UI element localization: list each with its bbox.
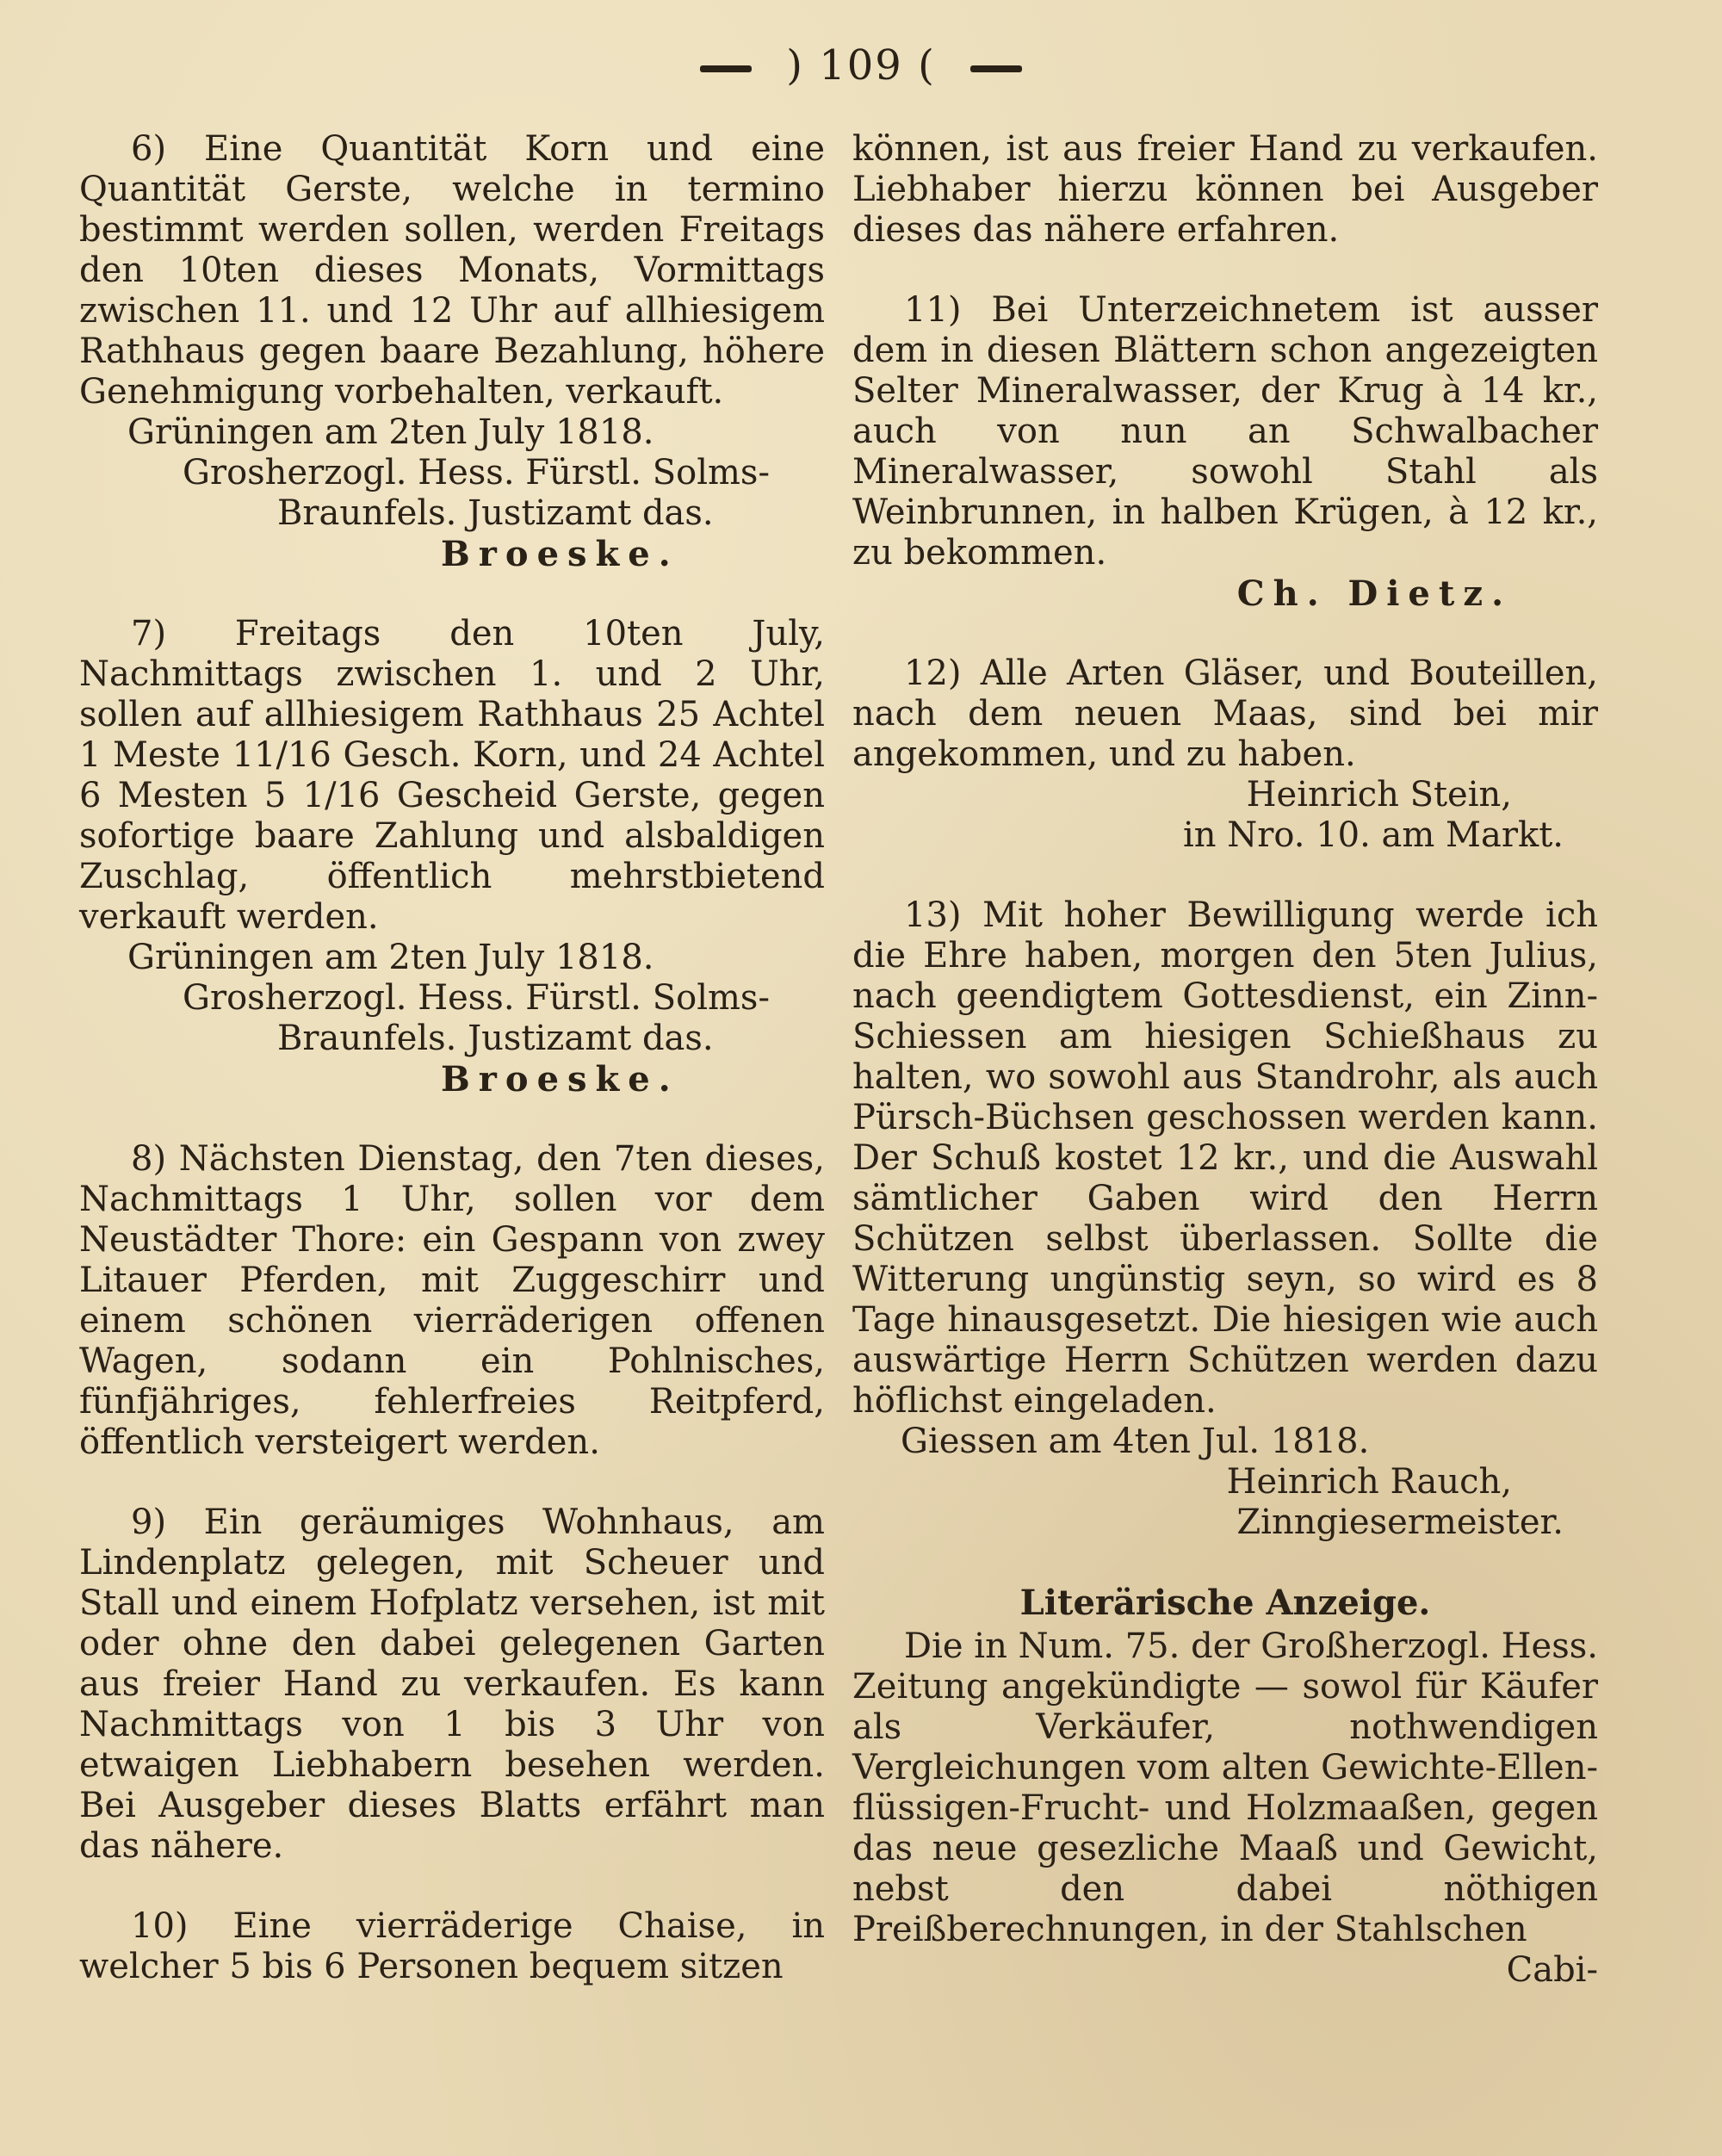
catchword: Cabi- bbox=[1506, 1950, 1598, 1990]
notice-9-text: 9) Ein geräumiges Wohnhaus, am Lindenplatz gelegen, mit Scheuer und Stall und einem Hofplatz versehen, ist mit oder ohne den dabei gelegenen Garten aus freier Hand zu verkaufen. Es kann Nachmittags von 1 bis 3 Uhr von etwaigen Liebhabern besehen werden. Bei Ausgeber dieses Blatts erfährt man das nähere. bbox=[79, 1502, 825, 1866]
notice-6-text: 6) Eine Quantität Korn und eine Quantität Gerste, welche in termino bestimmt werden sollen, werden Freitags den 10ten dieses Monats, Vormittags zwischen 11. und 12 Uhr auf allhiesigem Rathhaus gegen baare Bezahlung, höhere Genehmigung vorbehalten, verkauft. bbox=[79, 129, 825, 412]
notice-13-signature-name: Heinrich Rauch, bbox=[1226, 1462, 1512, 1502]
notice-13 bbox=[852, 895, 1598, 1543]
notice-12 bbox=[852, 654, 1598, 856]
notice-11 bbox=[852, 290, 1598, 614]
notice-7-office-line2: Braunfels. Justizamt das. bbox=[277, 1019, 714, 1058]
notice-8 bbox=[79, 1139, 825, 1463]
notice-8-text: 8) Nächsten Dienstag, den 7ten dieses, Nachmittags 1 Uhr, sollen vor dem Neustädter Thore: ein Gespann von zwey Litauer Pferden, mit Zuggeschirr und einem schönen vierräderigen offenen Wagen, sodann ein Pohlnisches, fünfjähriges, fehlerfreies Reitpferd, öffentlich versteigert werden. bbox=[79, 1139, 825, 1462]
literary-notice-title: Literärische Anzeige. bbox=[1019, 1583, 1431, 1623]
page-number: ) 109 ( bbox=[786, 41, 936, 90]
notice-7-signature: Broeske. bbox=[441, 1059, 679, 1100]
notice-7 bbox=[79, 614, 825, 1100]
notice-6-place: Grüningen am 2ten July 1818. bbox=[127, 412, 654, 452]
notice-13-text: 13) Mit hoher Bewilligung werde ich die Ehre haben, morgen den 5ten Julius, nach geendigtem Gottesdienst, ein Zinn-Schiessen am hiesigen Schießhaus zu halten, wo sowohl aus Standrohr, als auch Pürsch-Büchsen geschossen werden kann. Der Schuß kostet 12 kr., und die Auswahl sämtlicher Gaben wird den Herrn Schützen selbst überlassen. Sollte die Witterung ungünstig seyn, so wird es 8 Tage hinausgesetzt. Die hiesigen wie auch auswärtige Herrn Schützen werden dazu höflichst eingeladen. bbox=[852, 895, 1598, 1421]
header-dash-left bbox=[700, 65, 752, 72]
notice-6-office-line2: Braunfels. Justizamt das. bbox=[277, 493, 714, 533]
notice-12-signature-name: Heinrich Stein, bbox=[1246, 775, 1512, 815]
left-column bbox=[79, 129, 825, 2027]
literary-notice bbox=[852, 1583, 1598, 1991]
notice-6-signature: Broeske. bbox=[441, 534, 679, 574]
notice-10 bbox=[79, 1906, 825, 1987]
notice-13-place: Giessen am 4ten Jul. 1818. bbox=[901, 1422, 1370, 1461]
page-header bbox=[0, 41, 1722, 90]
notice-12-signature-address: in Nro. 10. am Markt. bbox=[1183, 815, 1564, 855]
right-column bbox=[852, 129, 1598, 2030]
notice-7-office-line1: Grosherzogl. Hess. Fürstl. Solms- bbox=[183, 978, 770, 1018]
notice-9 bbox=[79, 1502, 825, 1867]
notice-11-text: 11) Bei Unterzeichnetem ist ausser dem in diesen Blättern schon angezeigten Selter Mineralwasser, der Krug à 14 kr., auch von nun an Schwalbacher Mineralwasser, sowohl Stahl als Weinbrunnen, in halben Krügen, à 12 kr., zu bekommen. bbox=[852, 290, 1598, 573]
header-dash-right bbox=[970, 65, 1022, 72]
literary-notice-text: Die in Num. 75. der Großherzogl. Hess. Zeitung angekündigte — sowol für Käufer als Verkäufer, nothwendigen Vergleichungen vom alten Gewichte-Ellen-flüssigen-Frucht- und Holzmaaßen, gegen das neue gesezliche Maaß und Gewicht, nebst den dabei nöthigen Preißberechnungen, in der Stahlschen bbox=[852, 1626, 1598, 1949]
notice-6 bbox=[79, 129, 825, 574]
notice-10-continued-text: können, ist aus freier Hand zu verkaufen. Liebhaber hierzu können bei Ausgeber dieses das nähere erfahren. bbox=[852, 129, 1598, 250]
notice-10-text: 10) Eine vierräderige Chaise, in welcher 5 bis 6 Personen bequem sitzen bbox=[79, 1906, 825, 1986]
notice-7-text: 7) Freitags den 10ten July, Nachmittags zwischen 1. und 2 Uhr, sollen auf allhiesigem Rathhaus 25 Achtel 1 Meste 11/16 Gesch. Korn, und 24 Achtel 6 Mesten 5 1/16 Gescheid Gerste, gegen sofortige baare Zahlung und alsbaldigen Zuschlag, öffentlich mehrstbietend verkauft werden. bbox=[79, 614, 825, 937]
notice-13-signature-title: Zinngiesermeister. bbox=[1236, 1502, 1564, 1542]
notice-7-place: Grüningen am 2ten July 1818. bbox=[127, 938, 654, 977]
notice-6-office-line1: Grosherzogl. Hess. Fürstl. Solms- bbox=[183, 453, 770, 493]
notice-11-signature: Ch. Dietz. bbox=[1236, 573, 1512, 614]
notice-12-text: 12) Alle Arten Gläser, und Bouteillen, nach dem neuen Maas, sind bei mir angekommen, und zu haben. bbox=[852, 654, 1598, 774]
notice-10-continued bbox=[852, 129, 1598, 251]
